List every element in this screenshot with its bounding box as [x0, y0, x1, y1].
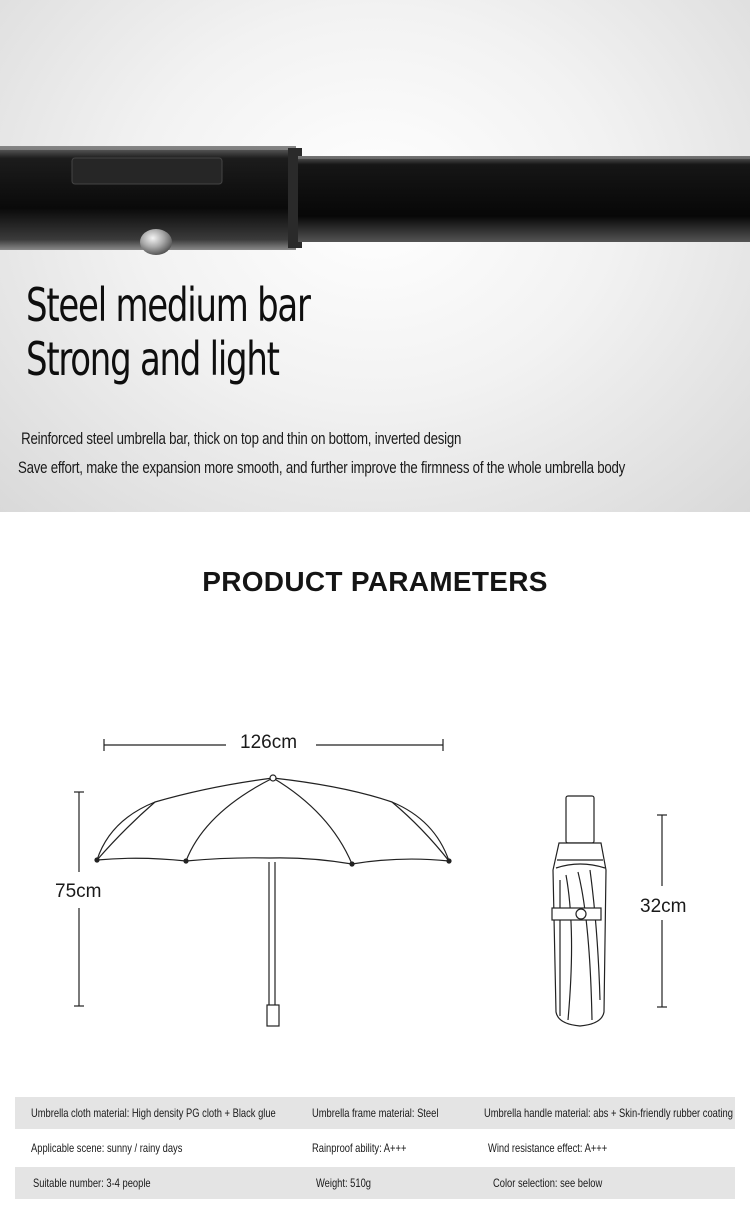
table-row: [15, 1167, 735, 1199]
steel-bar-image: [0, 130, 750, 260]
spec-rainproof: Rainproof ability: A+++: [312, 1141, 407, 1155]
height-label: 75cm: [55, 881, 102, 902]
hero-title-line-1: Steel medium bar: [26, 278, 310, 332]
spec-weight: Weight: 510g: [316, 1176, 371, 1190]
hero-description-line-2: Save effort, make the expansion more smooth, and further improve the firmness of the whole umbrella body: [18, 458, 626, 477]
folded-umbrella-handle: [566, 796, 594, 843]
hero-section: [0, 0, 750, 512]
width-label: 126cm: [240, 732, 298, 753]
hero-title-line-2: Strong and light: [26, 332, 279, 386]
spec-handle-material: Umbrella handle material: abs + Skin-friendly rubber coating: [484, 1106, 733, 1120]
umbrella-handle: [267, 1005, 279, 1026]
spec-suitable-number: Suitable number: 3-4 people: [33, 1176, 151, 1190]
section-title: PRODUCT PARAMETERS: [202, 566, 548, 597]
specs-table: [15, 1097, 735, 1202]
folded-umbrella-body: [553, 843, 606, 1026]
hero-description: [18, 424, 625, 482]
folded-length-label: 32cm: [640, 896, 687, 917]
umbrella-dimensions-diagram: [0, 720, 750, 1060]
umbrella-canopy-outline: [97, 778, 449, 861]
hero-description-line-1: Reinforced steel umbrella bar, thick on top and thin on bottom, inverted design: [21, 429, 462, 448]
hero-title: [26, 278, 310, 386]
spec-color-selection: Color selection: see below: [493, 1176, 603, 1190]
spec-applicable-scene: Applicable scene: sunny / rainy days: [31, 1141, 183, 1155]
spec-frame-material: Umbrella frame material: Steel: [312, 1106, 439, 1120]
table-row: [15, 1132, 735, 1164]
umbrella-drawing: [0, 720, 750, 1060]
umbrella-canopy-edge: [97, 858, 449, 864]
spec-cloth-material: Umbrella cloth material: High density PG cloth + Black glue: [31, 1106, 276, 1120]
table-row: [15, 1097, 735, 1129]
spec-wind-resistance: Wind resistance effect: A+++: [488, 1141, 608, 1155]
